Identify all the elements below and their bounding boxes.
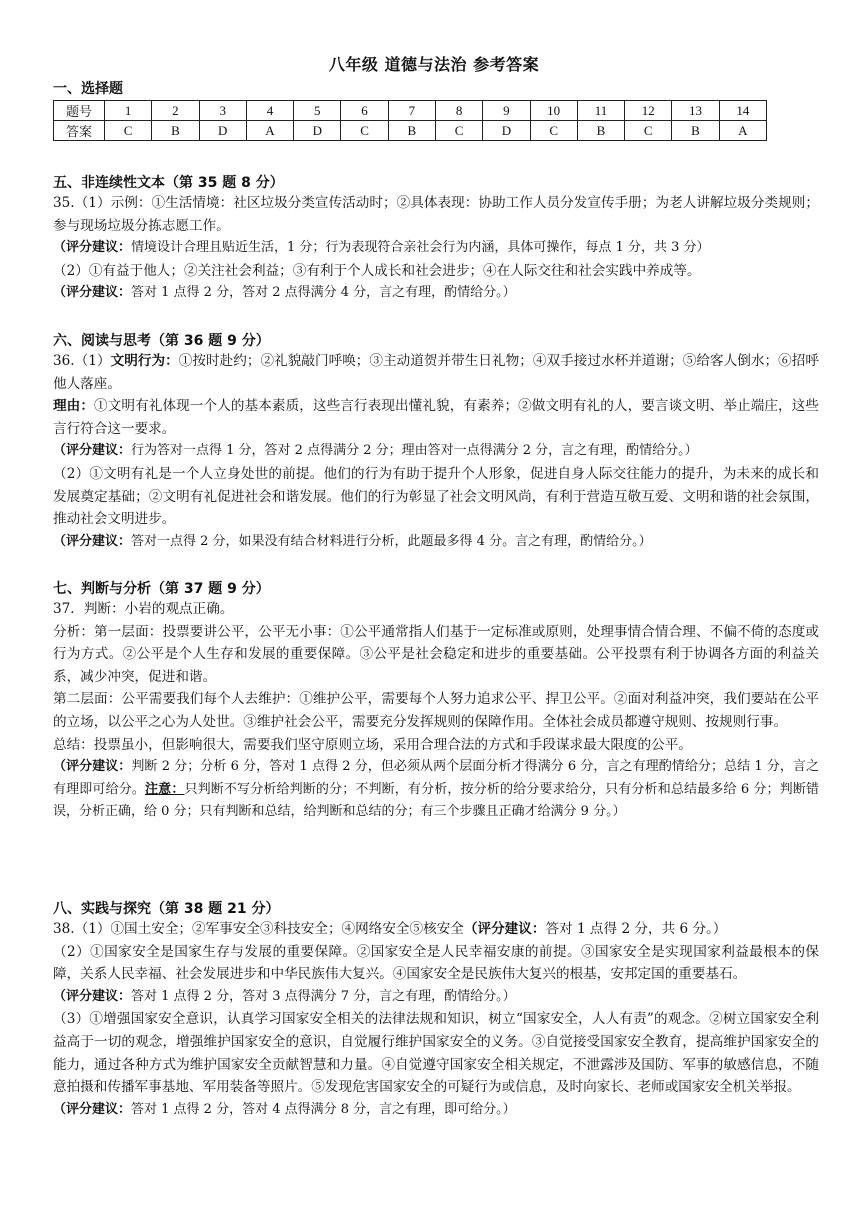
scoring-text: 答对 1 点得 2 分，答对 3 点得满分 7 分，言之有理，酌情给分。） bbox=[131, 988, 516, 1004]
answer-cell: C bbox=[625, 121, 672, 141]
question-number: 12 bbox=[625, 101, 672, 121]
question-number: 9 bbox=[483, 101, 530, 121]
scoring-note-35-2 bbox=[53, 282, 819, 305]
answer-36-2: （2）①文明有礼是一个人立身处世的前提。他们的行为有助于提升个人形象，促进自身人际交往能力的提升，为未来的成长和发展奠定基础；②文明有礼促进社会和谐发展。他们的行为彰显了社会文明风尚，有利于营造互敬互爱、文明和谐的社会氛围，推动社会文明进步。 bbox=[53, 465, 819, 528]
attention-label: 注意： bbox=[145, 781, 185, 797]
reason-text: ①文明有礼体现一个人的基本素质，这些言行表现出懂礼貌，有素养；②做文明有礼的人，要言谈文明、举止端庄，这些言行符合这一要求。 bbox=[53, 398, 820, 437]
question-number: 1 bbox=[105, 101, 152, 121]
civil-behavior-label: 文明行为： bbox=[110, 353, 179, 369]
answer-37-analysis-1: 分析：第一层面：投票要讲公平，公平无小事：①公平通常指人们基于一定标准或原则，处理事情合情合理、不偏不倚的态度或行为方式。②公平是个人生存和发展的重要保障。③公平是社会稳定和进步的重要基础。公平投票有利于协调各方面的利益关系，减少冲突，促进和谐。 bbox=[53, 623, 819, 685]
answer-37-summary: 总结：投票虽小，但影响很大，需要我们坚守原则立场，采用合理合法的方式和手段谋求最大限度的公平。 bbox=[53, 736, 692, 753]
answer-row bbox=[54, 121, 767, 141]
answer-cell: C bbox=[105, 121, 152, 141]
answer-text: 38.（1）①国土安全；②军事安全③科技安全；④网络安全⑤核安全 bbox=[53, 921, 464, 937]
reason-label: 理由： bbox=[53, 398, 95, 415]
answer-cell: A bbox=[246, 121, 293, 141]
section-36-body bbox=[53, 350, 819, 553]
scoring-text: 只判断不写分析给判断的分；不判断，有分析，按分析的给分要求给分，只有分析和总结最多给 6 分；判断错误，分析正确，给 0 分；只有判断和总结，给判断和总结的分；有三个步骤且正确才给满分 9 分。） bbox=[53, 781, 819, 820]
section-heading-36: 六、阅读与思考（第 36 题 9 分） bbox=[53, 333, 270, 349]
answer-36-reason bbox=[53, 395, 819, 440]
answer-table bbox=[53, 100, 767, 141]
scoring-label: （评分建议： bbox=[53, 285, 132, 301]
answer-prefix: 36.（1） bbox=[53, 353, 111, 369]
answer-35-2: （2）①有益于他人；②关注社会利益；③有利于个人成长和社会进步；④在人际交往和社会实践中养成等。 bbox=[53, 262, 701, 279]
section-heading-35: 五、非连续性文本（第 35 题 8 分） bbox=[53, 175, 284, 191]
civil-behavior-text: ①按时赴约；②礼貌敲门呼唤；③主动道贺并带生日礼物；④双手接过水杯并道谢；⑤给客人倒水；⑥招呼他人落座。 bbox=[53, 353, 819, 392]
answer-cell: C bbox=[341, 121, 388, 141]
scoring-label: （评分建议： bbox=[53, 759, 132, 775]
scoring-label: （评分建议： bbox=[53, 1101, 132, 1117]
scoring-label: （评分建议： bbox=[463, 921, 546, 937]
scoring-note-38-3 bbox=[53, 1099, 819, 1122]
row-label-answer: 答案 bbox=[54, 121, 105, 141]
question-number: 3 bbox=[199, 101, 246, 121]
answer-cell: B bbox=[152, 121, 199, 141]
scoring-text: 情境设计合理且贴近生活，1 分；行为表现符合亲社会行为内涵，具体可操作，每点 1 分，共 3 分） bbox=[131, 240, 710, 256]
answer-cell: C bbox=[435, 121, 482, 141]
answer-cell: B bbox=[388, 121, 435, 141]
question-number: 10 bbox=[530, 101, 577, 121]
answer-cell: D bbox=[483, 121, 530, 141]
answer-38-1 bbox=[53, 918, 819, 941]
section-heading-choice: 一、选择题 bbox=[53, 81, 123, 97]
scoring-text: 答对一点得 2 分，如果没有结合材料进行分析，此题最多得 4 分。言之有理，酌情给分。） bbox=[131, 533, 652, 549]
question-number: 5 bbox=[294, 101, 341, 121]
answer-37-analysis-2: 第二层面：公平需要我们每个人去维护：①维护公平，需要每个人努力追求公平、捍卫公平。②面对利益冲突，我们要站在公平的立场，以公平之心为人处世。③维护社会公平，需要充分发挥规则的保障作用。全体社会成员都遵守规则、按规则行事。 bbox=[53, 691, 819, 730]
question-number-row bbox=[54, 101, 767, 121]
scoring-note-37 bbox=[53, 756, 819, 824]
answer-cell: A bbox=[719, 121, 766, 141]
scoring-text: 答对 1 点得 2 分，答对 4 点得满分 8 分，言之有理，即可给分。） bbox=[131, 1101, 516, 1117]
answer-cell: C bbox=[530, 121, 577, 141]
section-35-body bbox=[53, 192, 819, 305]
answer-36-1 bbox=[53, 350, 819, 395]
question-number: 8 bbox=[435, 101, 482, 121]
row-label-question: 题号 bbox=[54, 101, 105, 121]
scoring-note-35-1 bbox=[53, 237, 819, 260]
scoring-label: （评分建议： bbox=[53, 443, 132, 459]
scoring-label: （评分建议： bbox=[53, 240, 132, 256]
scoring-label: （评分建议： bbox=[53, 533, 132, 549]
question-number: 13 bbox=[672, 101, 719, 121]
section-37-body bbox=[53, 598, 819, 824]
answer-38-2: （2）①国家安全是国家生存与发展的重要保障。②国家安全是人民幸福安康的前提。③国家安全是实现国家利益最根本的保障，关系人民幸福、社会发展进步和中华民族伟大复兴。④国家安全是民族伟大复兴的根基，安邦定国的重要基石。 bbox=[53, 943, 819, 983]
answer-cell: D bbox=[294, 121, 341, 141]
answer-37-judgement: 37．判断：小岩的观点正确。 bbox=[53, 601, 234, 617]
scoring-note-38-2 bbox=[53, 986, 819, 1009]
scoring-text: 答对 1 点得 2 分，答对 2 点得满分 4 分，言之有理，酌情给分。） bbox=[131, 285, 516, 301]
question-number: 7 bbox=[388, 101, 435, 121]
question-number: 2 bbox=[152, 101, 199, 121]
answer-cell: B bbox=[577, 121, 624, 141]
scoring-note-36-2 bbox=[53, 531, 819, 554]
answer-38-3: （3）①增强国家安全意识，认真学习国家安全相关的法律法规和知识，树立“国家安全，人人有责”的观念。②树立国家安全利益高于一切的观念，增强维护国家安全的意识，自觉履行维护国家安全的义务。③自觉接受国家安全教育，提高维护国家安全的能力，通过各种方式为维护国家安全贡献智慧和力量。④自觉遵守国家安全相关规定，不泄露涉及国防、军事的敏感信息，不随意拍摄和传播军事基地、军用装备等照片。⑤发现危害国家安全的可疑行为或信息，及时向家长、老师或国家安全机关举报。 bbox=[53, 1011, 819, 1096]
section-heading-37: 七、判断与分析（第 37 题 9 分） bbox=[53, 581, 270, 597]
scoring-text: 判断 2 分；分析 6 分，答对 1 点得 2 分，但必须从两个层面分析才得满分 6 分，言之有理酌情给分；总结 1 分，言之有理即可给分。 bbox=[53, 759, 819, 797]
page-title: 八年级 道德与法治 参考答案 bbox=[328, 55, 540, 74]
scoring-label: （评分建议： bbox=[53, 988, 132, 1004]
scoring-note-36-1 bbox=[53, 440, 819, 463]
scoring-text: 行为答对一点得 1 分，答对 2 点得满分 2 分；理由答对一点得满分 2 分，言之有理，酌情给分。） bbox=[131, 443, 698, 459]
question-number: 6 bbox=[341, 101, 388, 121]
question-number: 11 bbox=[577, 101, 624, 121]
section-heading-38: 八、实践与探究（第 38 题 21 分） bbox=[53, 901, 280, 917]
question-number: 4 bbox=[246, 101, 293, 121]
section-38-body bbox=[53, 918, 819, 1121]
question-number: 14 bbox=[719, 101, 766, 121]
answer-35-1: 35.（1）示例：①生活情境：社区垃圾分类宣传活动时；②具体表现：协助工作人员分发宣传手册；为老人讲解垃圾分类规则；参与现场垃圾分拣志愿工作。 bbox=[53, 195, 819, 234]
answer-cell: D bbox=[199, 121, 246, 141]
answer-cell: B bbox=[672, 121, 719, 141]
scoring-text: 答对 1 点得 2 分，共 6 分。） bbox=[545, 921, 727, 937]
